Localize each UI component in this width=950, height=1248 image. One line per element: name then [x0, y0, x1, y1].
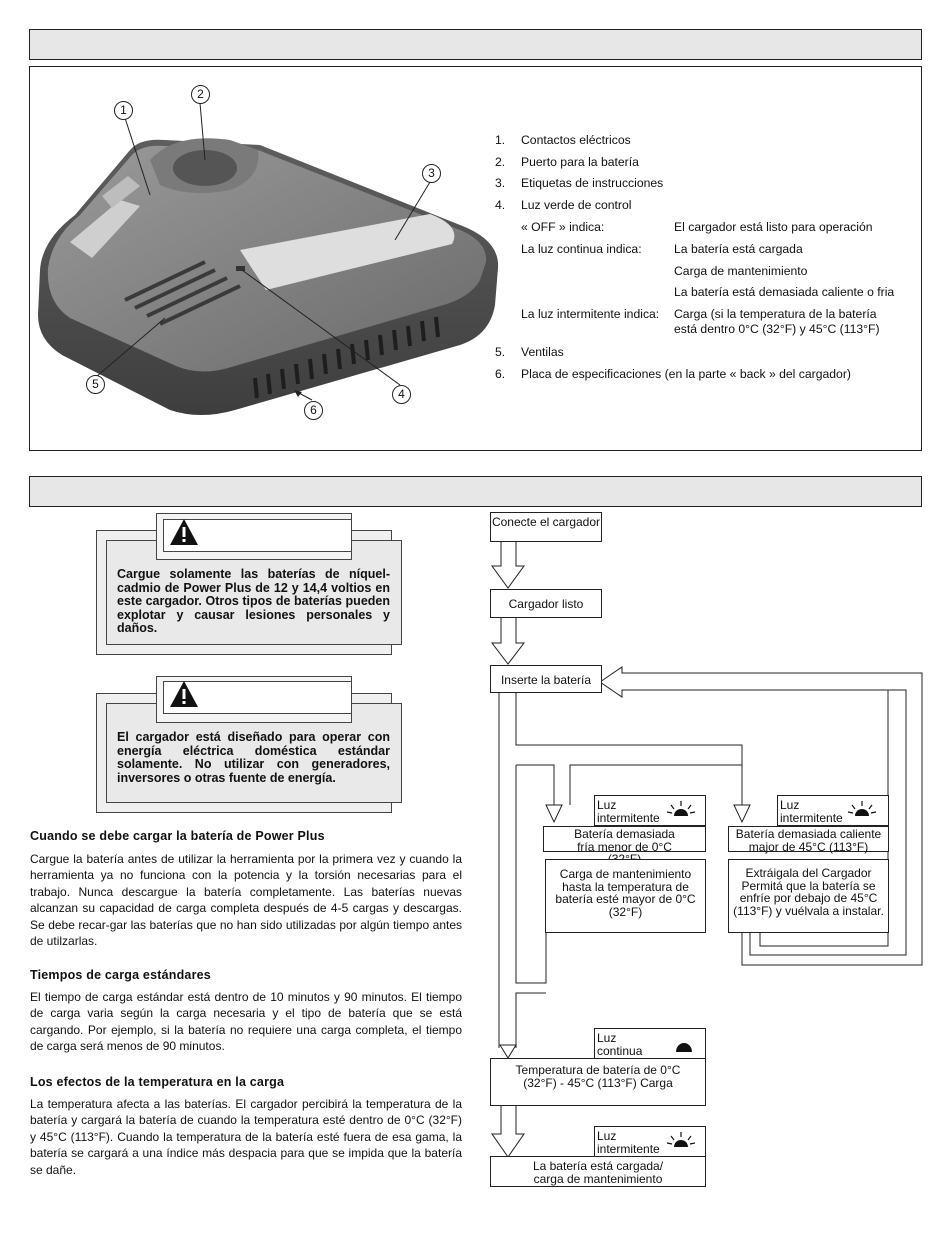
callout-2: 2 [191, 85, 210, 104]
flow-battery-charged [490, 1156, 706, 1187]
flow-charging: Temperatura de batería de 0°C (32°F) - 45°C (113°F) Carga [490, 1058, 706, 1106]
section-title: Los efectos de la temperatura en la carga [30, 1075, 285, 1089]
light-label-line: continua [597, 1043, 643, 1058]
blinking-light-icon [848, 800, 876, 818]
section-title: Tiempos de carga estándares [30, 968, 211, 982]
indicator-solid-value: La batería está cargada [674, 242, 803, 256]
warning-text: Cargue solamente las baterías de níquel-cadmio de Power Plus de 12 y 14,4 voltios en este cargador. Otros tipos de baterías pueden explotar y causar lesiones personales y daños. [117, 567, 390, 635]
flow-insert-battery: Inserte la batería [490, 665, 602, 693]
legend-text: Ventilas [521, 345, 564, 359]
light-label-line: Luz [597, 1129, 617, 1143]
flow-done-line: carga de mantenimiento [533, 1171, 663, 1186]
light-label-line: intermitente [597, 810, 660, 825]
legend-text: Luz verde de control [521, 198, 632, 212]
section-body: El tiempo de carga estándar está dentro de 10 minutos y 90 minutos. El tiempo de carga varia según la carga necesaria y el tipo de batería que se está cargando. Por ejemplo, si la batería no requiere una carga completa, el tiempo de carga será menos de 90 minutos. [30, 990, 462, 1054]
legend-text: Puerto para la batería [521, 155, 639, 169]
legend-number: 2. [495, 155, 506, 169]
callout-5: 5 [86, 375, 105, 394]
blinking-light-icon [667, 800, 695, 818]
blinking-light-icon [667, 1131, 695, 1149]
indicator-off-value: El cargador está listo para operación [674, 220, 873, 234]
flow-connect-charger: Conecte el cargador [490, 512, 602, 542]
indicator-solid-value: La batería está demasiada caliente o fria [674, 285, 895, 299]
flow-done-line: La batería está cargada/ [532, 1159, 664, 1173]
indicator-solid-value: Carga de mantenimiento [674, 264, 808, 278]
section-title: Cuando se debe cargar la batería de Power Plus [30, 829, 325, 843]
callout-4: 4 [392, 385, 411, 404]
callout-3: 3 [422, 164, 441, 183]
callout-6: 6 [304, 401, 323, 420]
legend-number: 4. [495, 198, 506, 212]
legend-number: 6. [495, 367, 506, 381]
light-label-line: intermitente [597, 1141, 660, 1156]
light-label-line: Luz [780, 798, 800, 812]
flow-charger-ready: Cargador listo [490, 589, 602, 618]
solid-light-icon [674, 1039, 694, 1053]
flow-remove-battery: Extráigala del Cargador Permitá que la batería se enfríe por debajo de 45°C (113°F) y vuélvala a instalar. [728, 859, 889, 933]
flow-battery-too-cold: Batería demasiada fría menor de 0°C [543, 826, 706, 852]
indicator-blink-value: Carga (si la temperatura de la batería [674, 307, 877, 321]
section-body: Cargue la batería antes de utilizar la herramienta por la primera vez y cuando la herramienta ya no funciona con la potencia y la torsión necesarias para el trabajo. Nunca descargue la batería completamente. Las baterías nuevas alcanzan su capacidad de carga completa después de 4-5 cargas y descargas. Se debe recar-gar las baterías que no han sido utilizadas por algún tiempo antes de utilzarlas. [30, 852, 462, 949]
light-label-line: Luz [597, 798, 617, 812]
light-label-line: intermitente [780, 810, 843, 825]
section-body: La temperatura afecta a las baterías. El cargador percibirá la temperatura de la batería y cargará la batería de cuando la temperatura esté dentro de 0°C (32°F) y 45°C (113°F). Cuando la temperatura de la batería esté fuera de esa gama, la batería se cargará a una índice más despacia para que se impida que la batería se dañe. [30, 1097, 462, 1177]
callout-1: 1 [114, 101, 133, 120]
legend-text: Placa de especificaciones (en la parte « back » del cargador) [521, 367, 851, 381]
indicator-solid-label: La luz continua indica: [521, 242, 642, 256]
legend-text: Etiquetas de instrucciones [521, 176, 664, 190]
flow-battery-too-hot: Batería demasiada caliente major de 45°C (113°F) [728, 826, 889, 852]
warning-text: El cargador está diseñado para operar con energía eléctrica doméstica estándar solamente. No utilizar con generadores, inversores o otras fuente de energía. [117, 730, 390, 785]
legend-number: 1. [495, 133, 506, 147]
indicator-blink-label: La luz intermitente indica: [521, 307, 660, 321]
legend-text: Contactos eléctricos [521, 133, 631, 147]
indicator-blink-value: está dentro 0°C (32°F) y 45°C (113°F) [674, 322, 880, 336]
legend-number: 5. [495, 345, 506, 359]
legend-number: 3. [495, 176, 506, 190]
flow-maintenance-charge: Carga de mantenimiento hasta la temperatura de batería esté mayor de 0°C (32°F) [545, 859, 706, 933]
indicator-off-label: « OFF » indica: [521, 220, 605, 234]
light-label-line: Luz [597, 1031, 617, 1045]
